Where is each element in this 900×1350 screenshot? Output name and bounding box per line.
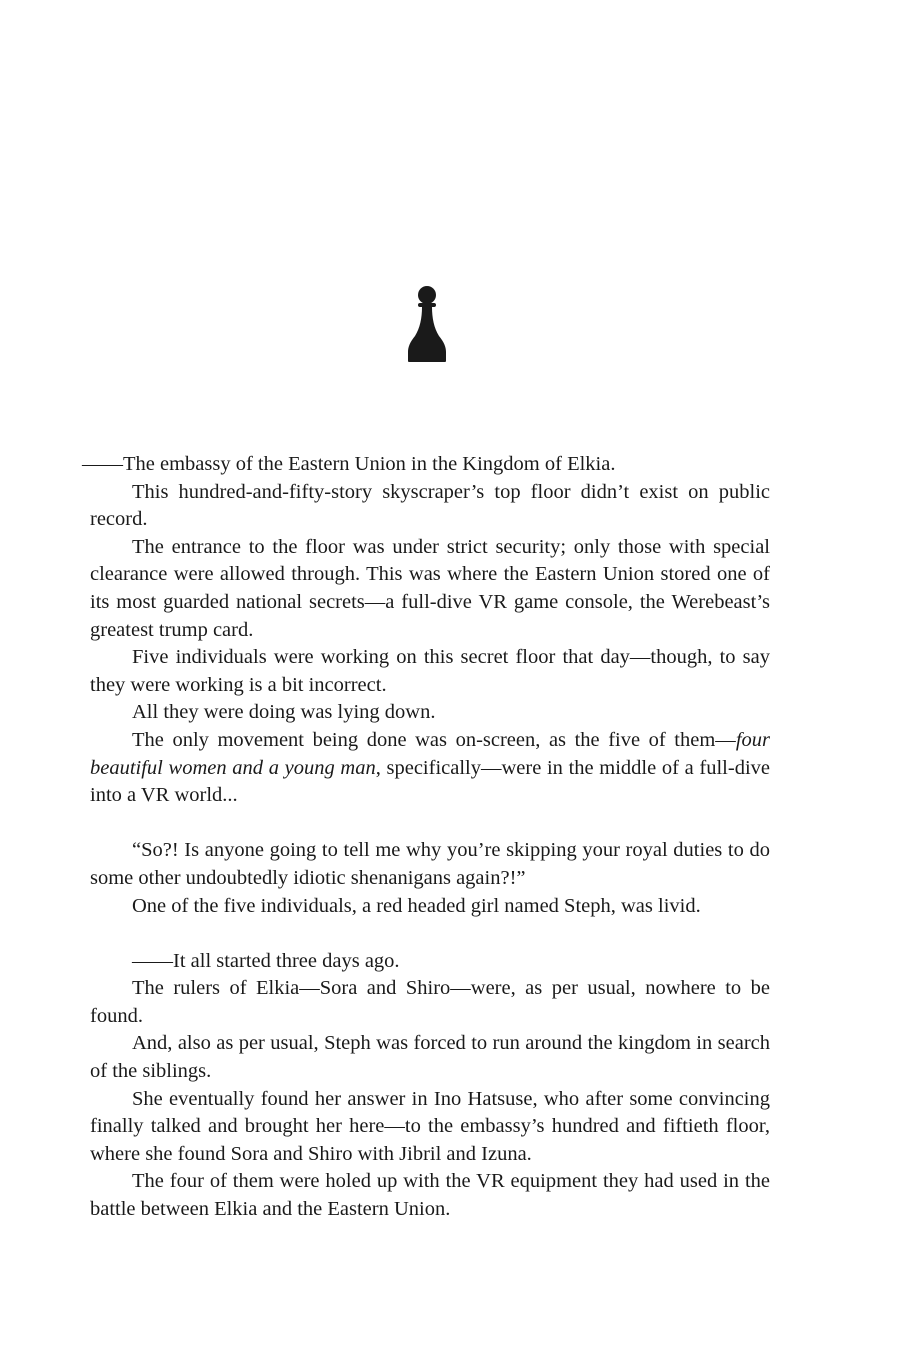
dialogue-paragraph: “So?! Is anyone going to tell me why you’re skipping your royal duties to do some other undoubtedly idiotic shenanigans again?!” xyxy=(90,839,770,889)
paragraph: This hundred-and-fifty-story skyscraper’s top floor didn’t exist on public record. xyxy=(90,480,770,531)
paragraph-text: , specifically—were in the middle of a full-dive into a VR world... xyxy=(90,756,770,807)
paragraph: And, also as per usual, Steph was forced to run around the kingdom in search of the siblings. xyxy=(90,1032,770,1083)
pawn-icon xyxy=(405,284,449,362)
paragraph xyxy=(90,727,770,810)
paragraph: The entrance to the floor was under strict security; only those with special clearance were allowed through. This was where the Eastern Union stored one of its most guarded national secrets—a full-dive VR game console, the Werebeast’s greatest trump card. xyxy=(90,535,770,641)
paragraph: She eventually found her answer in Ino Hatsuse, who after some convincing finally talked and brought her here—to the embassy’s hundred and fiftieth floor, where she found Sora and Shiro with Jibril and Izuna. xyxy=(90,1087,770,1165)
paragraph-text: The only movement being done was on-screen, as the five of them— xyxy=(132,728,736,751)
paragraph: Five individuals were working on this secret floor that day—though, to say they were working is a bit incorrect. xyxy=(90,646,770,696)
paragraph: ——The embassy of the Eastern Union in the Kingdom of Elkia. xyxy=(82,453,616,475)
scene-gap xyxy=(90,920,770,948)
body-text xyxy=(82,451,770,1224)
paragraph: All they were doing was lying down. xyxy=(132,701,436,724)
paragraph: The four of them were holed up with the VR equipment they had used in the battle between Elkia and the Eastern Union. xyxy=(90,1170,770,1221)
scene-gap xyxy=(90,810,770,838)
paragraph: One of the five individuals, a red headed girl named Steph, was livid. xyxy=(132,894,701,917)
paragraph: The rulers of Elkia—Sora and Shiro—were, as per usual, nowhere to be found. xyxy=(90,977,770,1027)
paragraph: ——It all started three days ago. xyxy=(132,949,400,972)
italic-phrase: four beautiful women and a young man xyxy=(90,728,770,779)
